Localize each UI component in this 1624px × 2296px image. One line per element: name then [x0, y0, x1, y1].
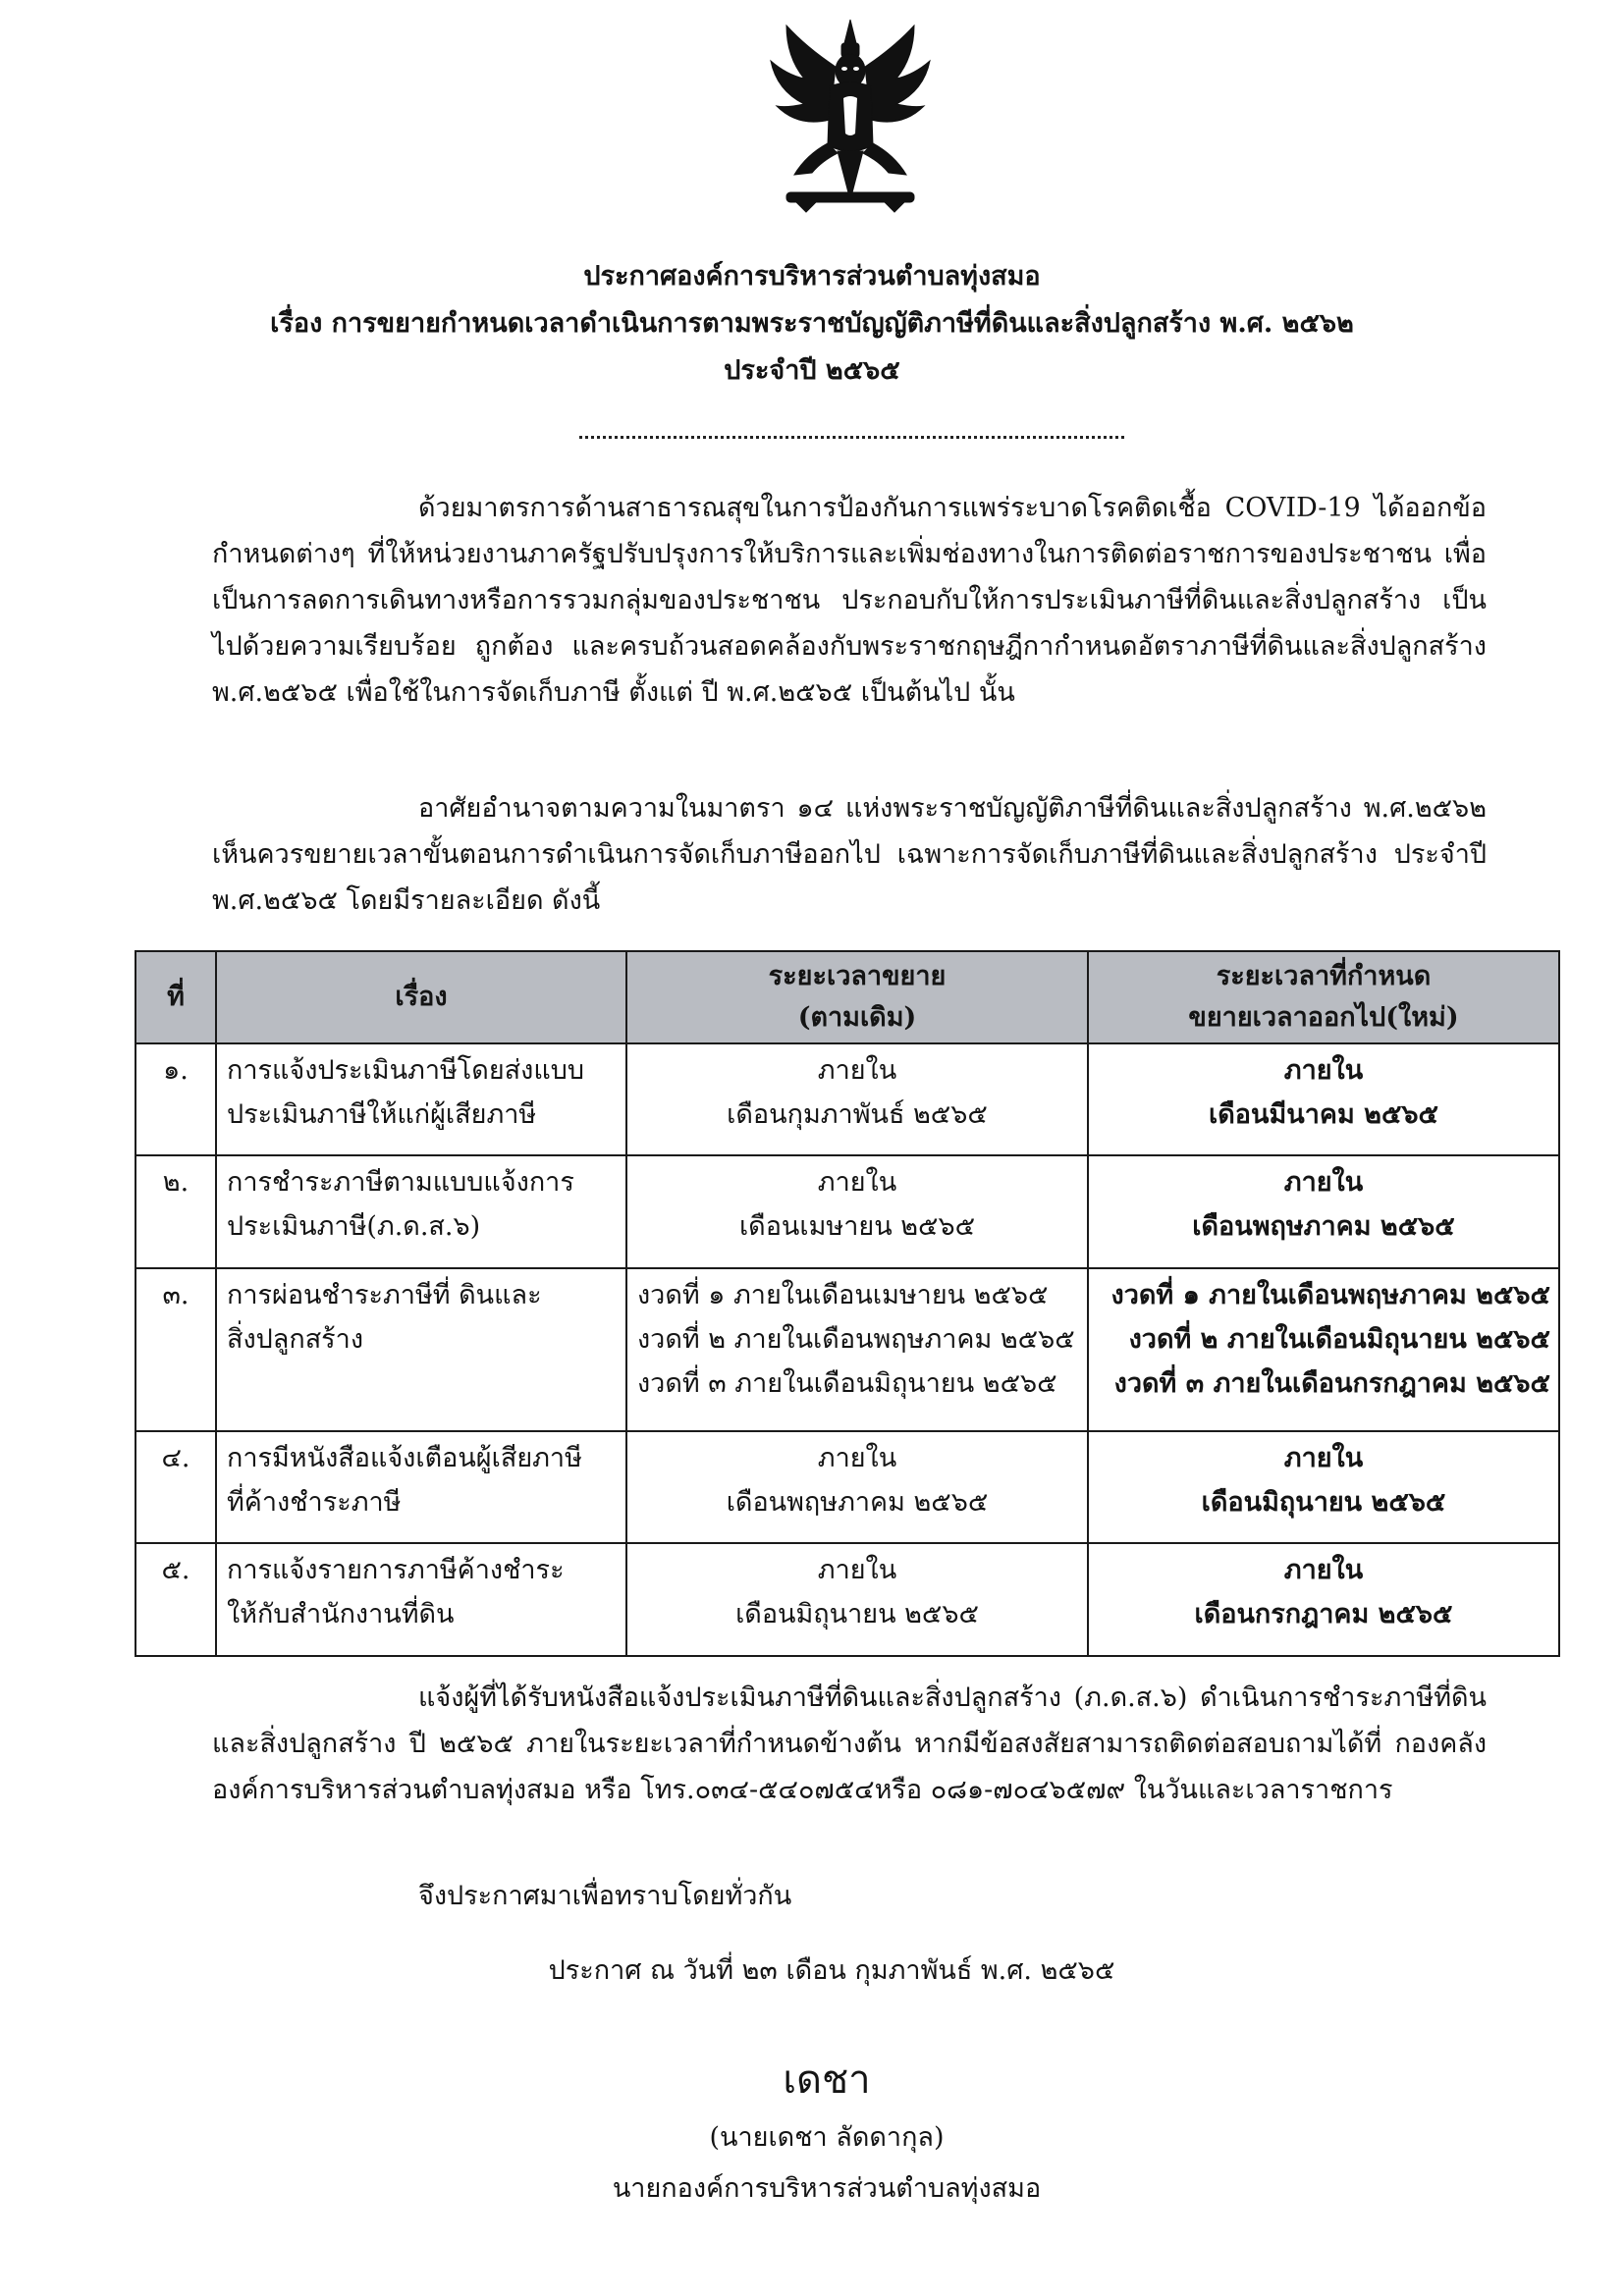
notice-text: แจ้งผู้ที่ได้รับหนังสือแจ้งประเมินภาษีที่ดินและสิ่งปลูกสร้าง (ภ.ด.ส.๖) ดำเนินการชำระภาษีที่ดินและสิ่งปลูกสร้าง ปี ๒๕๖๕ ภายในระยะเวลาที่กำหนดข้างต้น หากมีข้อสงสัยสามารถติดต่อสอบถามได้ที่ กองคลัง องค์การบริหารส่วนตำบลทุ่งสมอ หรือ โทร.๐๓๔-๕๔๐๗๕๔หรือ ๐๘๑-๗๐๔๖๕๗๙ ในวันและเวลาราชการ [212, 1682, 1487, 1805]
new-line: เดือนพฤษภาคม ๒๕๖๕ [1192, 1211, 1455, 1243]
announcement-year: ประจำปี ๒๕๖๕ [724, 355, 900, 386]
header-original-line2: (ตามเดิม) [797, 1002, 917, 1033]
table-row [135, 1543, 1559, 1656]
row-number: ๓. [135, 1268, 216, 1431]
header-subject: เรื่อง [216, 951, 626, 1043]
subject-line: ประเมินภาษี(ภ.ด.ส.๖) [227, 1211, 481, 1243]
row-new-period [1088, 1155, 1559, 1267]
intro-paragraph [212, 485, 1487, 716]
subject-line: ประเมินภาษีให้แก่ผู้เสียภาษี [227, 1099, 537, 1130]
row-original-period [626, 1043, 1088, 1155]
new-line: ภายใน [1283, 1055, 1364, 1086]
subject-line: ให้กับสำนักงานที่ดิน [227, 1599, 455, 1630]
installment-line: งวดที่ ๑ ภายในเดือนพฤษภาคม ๒๕๖๕ [1110, 1279, 1550, 1310]
row-original-period [626, 1543, 1088, 1656]
row-number: ๔. [135, 1431, 216, 1543]
signatory-name: (นายเดชา ลัดดากุล) [709, 2122, 945, 2153]
header-new-period [1088, 951, 1559, 1043]
notice-paragraph [212, 1675, 1487, 1813]
row-new-installments [1088, 1268, 1559, 1431]
installment-line: งวดที่ ๓ ภายในเดือนกรกฎาคม ๒๕๖๕ [1113, 1367, 1550, 1399]
subject-line: การแจ้งรายการภาษีค้างชำระ [227, 1555, 565, 1586]
header-original-period [626, 951, 1088, 1043]
closing-statement: จึงประกาศมาเพื่อทราบโดยทั่วกัน [418, 1881, 792, 1911]
original-line: เดือนเมษายน ๒๕๖๕ [738, 1211, 976, 1243]
subject-line: การมีหนังสือแจ้งเตือนผู้เสียภาษี [227, 1442, 582, 1473]
row-new-period [1088, 1431, 1559, 1543]
installment-line: งวดที่ ๒ ภายในเดือนพฤษภาคม ๒๕๖๕ [637, 1323, 1075, 1355]
header-new-line2: ขยายเวลาออกไป(ใหม่) [1188, 1002, 1459, 1033]
subject-line: การชำระภาษีตามแบบแจ้งการ [227, 1167, 574, 1199]
announcement-subject: เรื่อง การขยายกำหนดเวลาดำเนินการตามพระราชบัญญัติภาษีที่ดินและสิ่งปลูกสร้าง พ.ศ. ๒๕๖๒ [270, 308, 1354, 339]
subject-line: สิ่งปลูกสร้าง [227, 1323, 364, 1355]
intro-text: ด้วยมาตรการด้านสาธารณสุขในการป้องกันการแพร่ระบาดโรคติดเชื้อ COVID-19 ได้ออกข้อกำหนดต่างๆ ที่ให้หน่วยงานภาครัฐปรับปรุงการให้บริการและเพิ่มช่องทางในการติดต่อราชการของประชาชน เพื่อเป็นการลดการเดินทางหรือการรวมกลุ่มของประชาชน ประกอบกับให้การประเมินภาษีที่ดินและสิ่งปลูกสร้าง เป็นไปด้วยความเรียบร้อย ถูกต้อง และครบถ้วนสอดคล้องกับพระราชกฤษฎีกากำหนดอัตราภาษีที่ดินและสิ่งปลูกสร้าง พ.ศ.๒๕๖๕ เพื่อใช้ในการจัดเก็บภาษี ตั้งแต่ ปี พ.ศ.๒๕๖๕ เป็นต้นไป นั้น [212, 493, 1487, 708]
new-line: เดือนมิถุนายน ๒๕๖๕ [1201, 1486, 1446, 1518]
authority-paragraph [212, 785, 1487, 924]
original-line: ภายใน [817, 1055, 897, 1086]
new-line: เดือนกรกฎาคม ๒๕๖๕ [1194, 1599, 1453, 1630]
row-original-period [626, 1431, 1088, 1543]
table-row [135, 1431, 1559, 1543]
installment-line: งวดที่ ๑ ภายในเดือนเมษายน ๒๕๖๕ [637, 1279, 1049, 1310]
original-line: เดือนกุมภาพันธ์ ๒๕๖๕ [727, 1099, 988, 1130]
header-original-line1: ระยะเวลาขยาย [768, 961, 947, 991]
row-number: ๕. [135, 1543, 216, 1656]
row-subject [216, 1268, 626, 1431]
row-new-period [1088, 1043, 1559, 1155]
original-line: ภายใน [817, 1442, 897, 1473]
signatory-position: นายกองค์การบริหารส่วนตำบลทุ่งสมอ [612, 2173, 1042, 2204]
announcement-title: ประกาศองค์การบริหารส่วนตำบลทุ่งสมอ [583, 261, 1041, 292]
header-new-line1: ระยะเวลาที่กำหนด [1216, 961, 1432, 991]
new-line: เดือนมีนาคม ๒๕๖๕ [1209, 1099, 1438, 1130]
dotted-divider [579, 436, 1124, 439]
handwritten-signature: เดชา [783, 2057, 871, 2103]
original-line: เดือนมิถุนายน ๒๕๖๕ [735, 1599, 979, 1630]
row-subject [216, 1043, 626, 1155]
row-new-period [1088, 1543, 1559, 1656]
garuda-emblem-icon [757, 18, 944, 214]
row-number: ๑. [135, 1043, 216, 1155]
original-line: ภายใน [817, 1167, 897, 1199]
row-subject [216, 1155, 626, 1267]
installment-line: งวดที่ ๓ ภายในเดือนมิถุนายน ๒๕๖๕ [637, 1367, 1057, 1399]
schedule-table [135, 950, 1560, 1657]
header-no: ที่ [135, 951, 216, 1043]
row-original-period [626, 1155, 1088, 1267]
original-line: ภายใน [817, 1555, 897, 1586]
subject-line: ที่ค้างชำระภาษี [227, 1486, 402, 1518]
new-line: ภายใน [1283, 1555, 1364, 1586]
table-row [135, 1043, 1559, 1155]
row-original-installments [626, 1268, 1088, 1431]
table-header-row [135, 951, 1559, 1043]
row-subject [216, 1543, 626, 1656]
original-line: เดือนพฤษภาคม ๒๕๖๕ [726, 1486, 989, 1518]
table-row [135, 1155, 1559, 1267]
new-line: ภายใน [1283, 1442, 1364, 1473]
installment-line: งวดที่ ๒ ภายในเดือนมิถุนายน ๒๕๖๕ [1128, 1323, 1550, 1355]
table-row [135, 1268, 1559, 1431]
row-subject [216, 1431, 626, 1543]
new-line: ภายใน [1283, 1167, 1364, 1199]
subject-line: การแจ้งประเมินภาษีโดยส่งแบบ [227, 1055, 584, 1086]
subject-line: การผ่อนชำระภาษีที่ ดินและ [227, 1279, 542, 1310]
authority-text: อาศัยอำนาจตามความในมาตรา ๑๔ แห่งพระราชบัญญัติภาษีที่ดินและสิ่งปลูกสร้าง พ.ศ.๒๕๖๒ เห็นควรขยายเวลาขั้นตอนการดำเนินการจัดเก็บภาษีออกไป เฉพาะการจัดเก็บภาษีที่ดินและสิ่งปลูกสร้าง ประจำปี พ.ศ.๒๕๖๕ โดยมีรายละเอียด ดังนี้ [212, 793, 1487, 916]
row-number: ๒. [135, 1155, 216, 1267]
announcement-date: ประกาศ ณ วันที่ ๒๓ เดือน กุมภาพันธ์ พ.ศ. ๒๕๖๕ [548, 1955, 1115, 1986]
